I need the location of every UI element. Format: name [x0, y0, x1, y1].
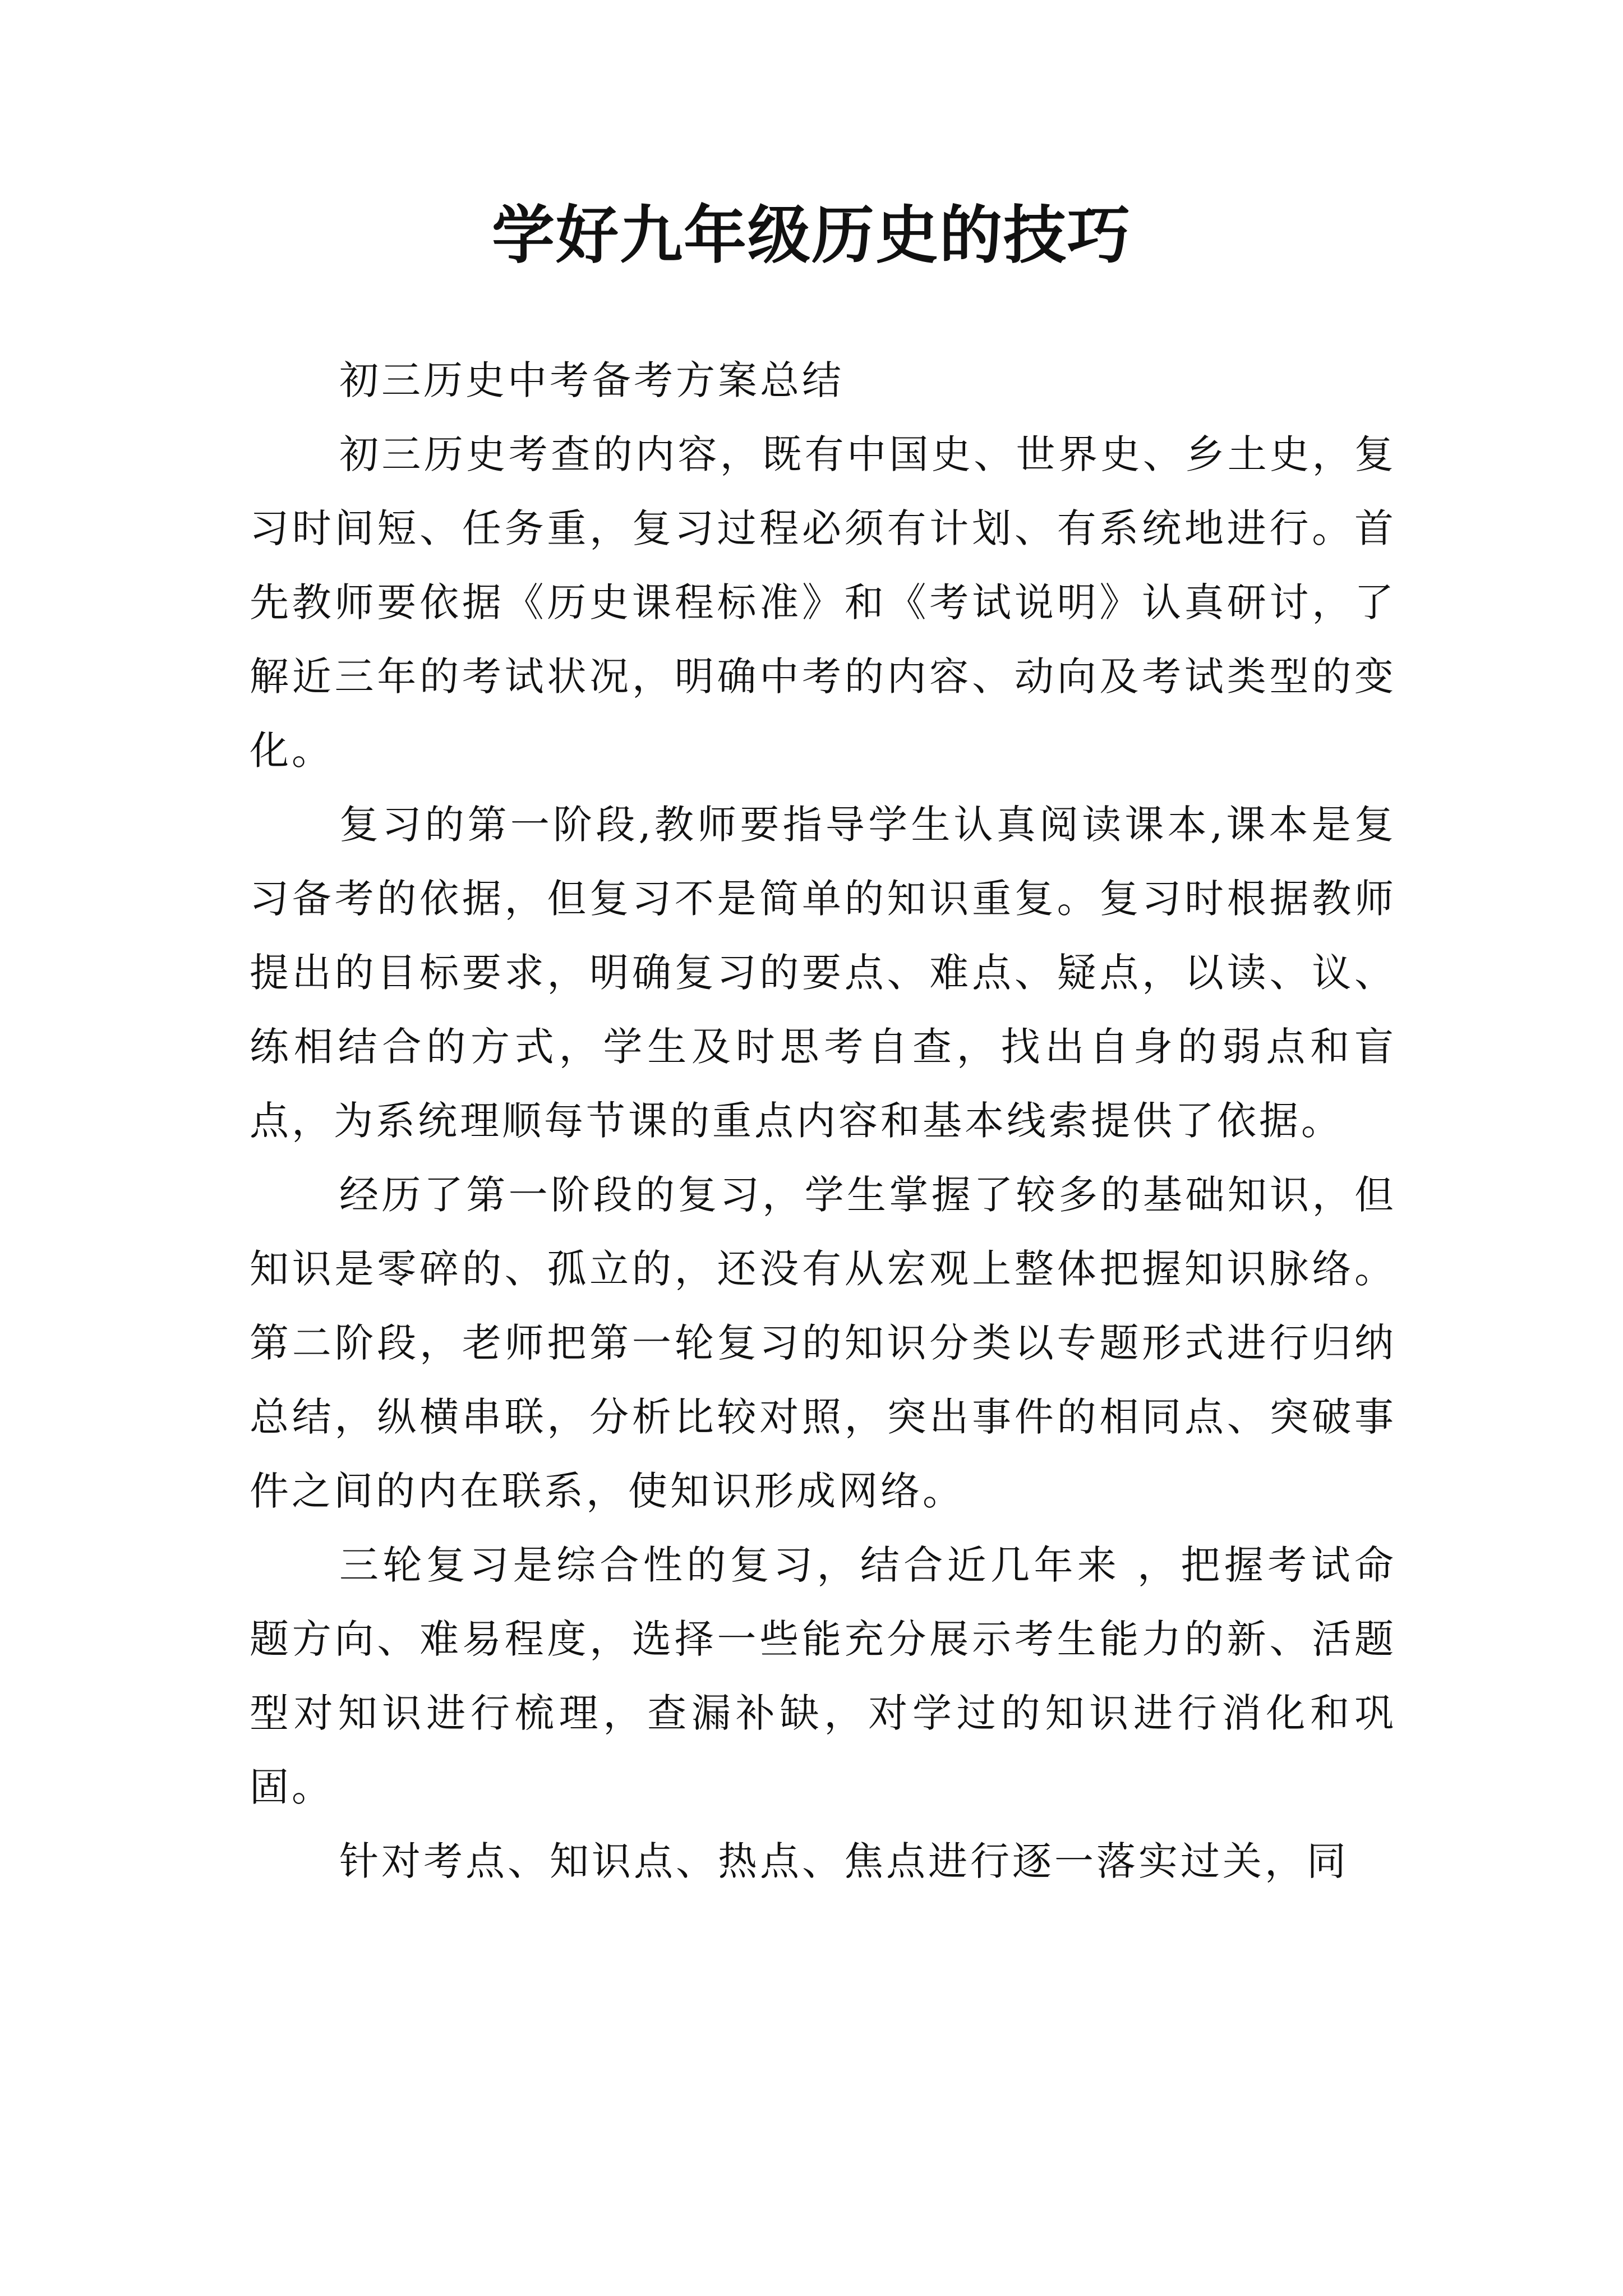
paragraph-3: 经历了第一阶段的复习，学生掌握了较多的基础知识，但知识是零碎的、孤立的，还没有从宏观上整体把握知识脉络。第二阶段，老师把第一轮复习的知识分类以专题形式进行归纳总结，纵横串联，分析比较对照，突出事件的相同点、突破事件之间的内在联系，使知识形成网络。: [250, 1172, 1396, 1514]
paragraph-4: 三轮复习是综合性的复习，结合近几年来 ，把握考试命题方向、难易程度，选择一些能充分展示考生能力的新、活题型对知识进行梳理，查漏补缺，对学过的知识进行消化和巩固。: [250, 1542, 1396, 1810]
document-title: 学好九年级历史的技巧: [492, 199, 1131, 272]
paragraph-subtitle: 初三历史中考备考方案总结: [339, 357, 844, 403]
paragraph-1: 初三历史考查的内容，既有中国史、世界史、乡土史，复习时间短、任务重，复习过程必须有计划、有系统地进行。首先教师要依据《历史课程标准》和《考试说明》认真研讨，了解近三年的考试状况，明确中考的内容、动向及考试类型的变化。: [250, 431, 1396, 774]
paragraph-2: 复习的第一阶段,教师要指导学生认真阅读课本,课本是复习备考的依据，但复习不是简单的知识重复。复习时根据教师提出的目标要求，明确复习的要点、难点、疑点，以读、议、练相结合的方式，学生及时思考自查，找出自身的弱点和盲点，为系统理顺每节课的重点内容和基本线索提供了依据。: [250, 802, 1396, 1144]
document-body: [250, 343, 1396, 1898]
paragraph-5: 针对考点、知识点、热点、焦点进行逐一落实过关，同: [339, 1838, 1349, 1884]
